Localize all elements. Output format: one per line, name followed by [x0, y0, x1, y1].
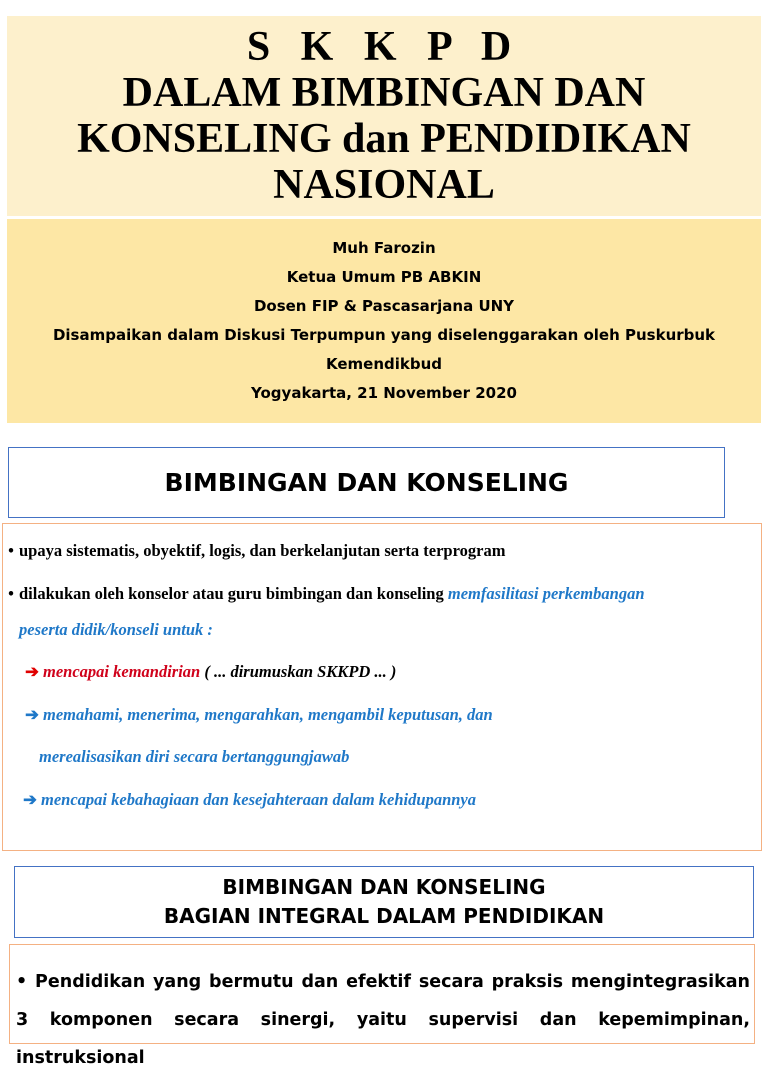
- list-item: [3, 541, 505, 561]
- section-1-heading: [8, 447, 725, 518]
- bullet-continuation: [19, 620, 213, 640]
- bullet-continuation-text: peserta didik/konseli untuk :: [19, 620, 213, 639]
- section-2-title-line-2: BAGIAN INTEGRAL DALAM PENDIDIKAN: [163, 904, 605, 928]
- sub-item: [19, 790, 476, 810]
- list-item: [16, 963, 750, 1077]
- title-line-4: NASIONAL: [273, 162, 495, 208]
- sub-item-text: mencapai kemandirian: [43, 662, 201, 681]
- place-date: Yogyakarta, 21 November 2020: [251, 384, 517, 402]
- arrow-right-icon: ➔: [25, 705, 39, 724]
- arrow-right-icon: ➔: [25, 662, 39, 681]
- author-role-1: Ketua Umum PB ABKIN: [286, 268, 482, 286]
- author-info: [7, 219, 761, 423]
- section-1-title: BIMBINGAN DAN KONSELING: [164, 468, 569, 497]
- title-line-2: DALAM BIMBINGAN DAN: [122, 70, 646, 116]
- bullet-text: dilakukan oleh konselor atau guru bimbingan dan konseling: [19, 584, 448, 603]
- sub-item-text: mencapai kebahagiaan dan kesejahteraan dalam kehidupannya: [41, 790, 476, 809]
- section-2-heading: [14, 866, 754, 938]
- bullet-text: Pendidikan yang bermutu dan efektif secara praksis mengintegrasikan 3 komponen secara sinergi, yaitu supervisi dan kepemimpinan, instruksional: [16, 972, 750, 1068]
- sub-item-continuation: [39, 747, 349, 767]
- arrow-right-icon: ➔: [23, 790, 37, 809]
- sub-item: [21, 705, 493, 725]
- list-item: [3, 584, 645, 604]
- section-2-title-line-1: BIMBINGAN DAN KONSELING: [222, 875, 546, 899]
- bullet-text-emphasis: memfasilitasi perkembangan: [447, 584, 645, 603]
- author-name: Muh Farozin: [332, 239, 436, 257]
- event-description: Disampaikan dalam Diskusi Terpumpun yang diselenggarakan oleh Puskurbuk Kemendikbud: [52, 326, 716, 373]
- title-line-3: KONSELING dan PENDIDIKAN: [77, 116, 691, 162]
- title-banner: [7, 16, 761, 216]
- bullet-icon: •: [8, 541, 14, 560]
- section-2-content: [9, 944, 755, 1068]
- title-acronym: S K K P D: [246, 24, 522, 70]
- bullet-icon: •: [8, 584, 14, 603]
- sub-item-note: ( ... dirumuskan SKKPD ... ): [200, 662, 397, 681]
- bullet-text: upaya sistematis, obyektif, logis, dan berkelanjutan serta terprogram: [19, 541, 506, 560]
- sub-item: [21, 662, 396, 682]
- author-role-2: Dosen FIP & Pascasarjana UNY: [253, 297, 515, 315]
- section-1-content: [2, 523, 762, 851]
- sub-item-text: memahami, menerima, mengarahkan, mengambil keputusan, dan: [43, 705, 493, 724]
- sub-item-text: merealisasikan diri secara bertanggungjawab: [39, 747, 350, 766]
- bullet-icon: •: [16, 972, 28, 992]
